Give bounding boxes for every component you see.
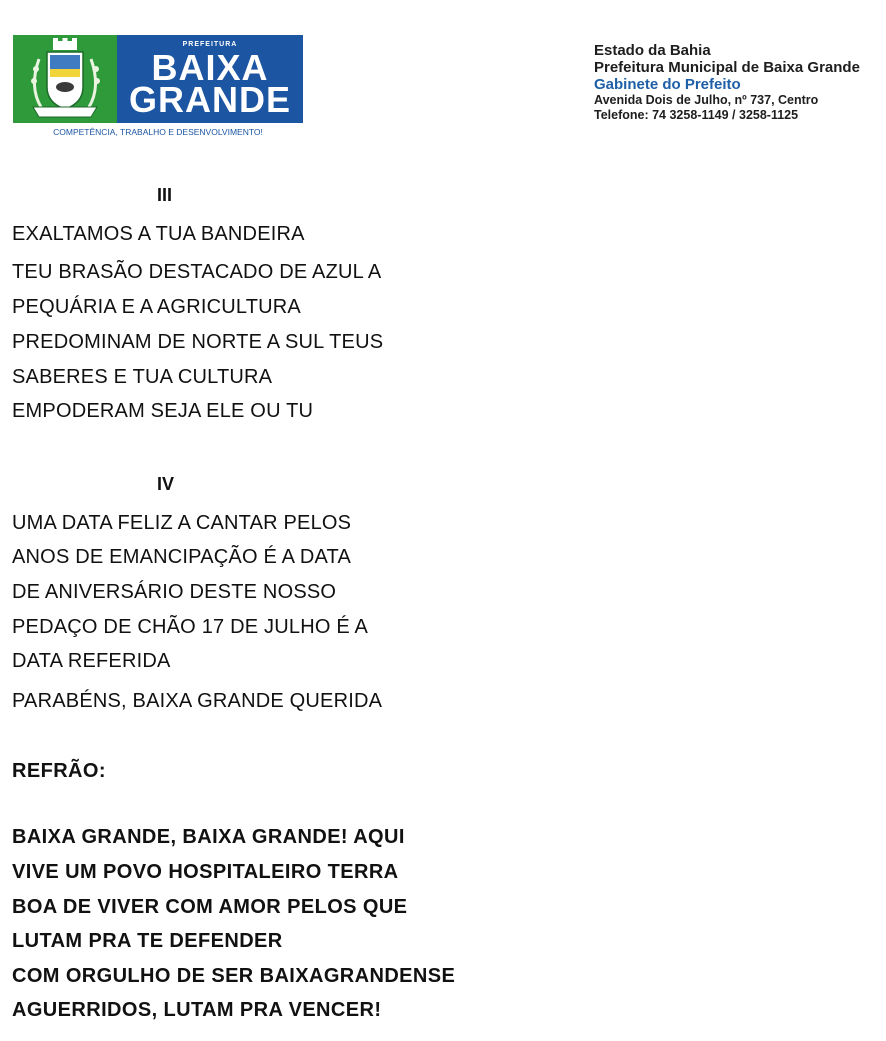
refrain-line: VIVE UM POVO HOSPITALEIRO TERRA xyxy=(12,861,399,883)
header-office: Gabinete do Prefeito xyxy=(594,76,741,93)
logo-prefeitura: PREFEITURA xyxy=(182,41,238,48)
verse-line: PARABÉNS, BAIXA GRANDE QUERIDA xyxy=(12,690,383,712)
verse-line: EMPODERAM SEJA ELE OU TU xyxy=(12,400,314,422)
refrain-line: AGUERRIDOS, LUTAM PRA VENCER! xyxy=(12,999,382,1021)
refrain-line: BAIXA GRANDE, BAIXA GRANDE! AQUI xyxy=(12,826,405,848)
verse-line: EXALTAMOS A TUA BANDEIRA xyxy=(12,223,305,245)
header-phone: Telefone: 74 3258-1149 / 3258-1125 xyxy=(594,108,799,122)
verse-line: DE ANIVERSÁRIO DESTE NOSSO xyxy=(12,581,337,603)
verse-line: SABERES E TUA CULTURA xyxy=(12,366,273,388)
refrain-line: LUTAM PRA TE DEFENDER xyxy=(12,930,283,952)
stanza-number: IV xyxy=(157,474,175,494)
refrain-title: REFRÃO: xyxy=(12,760,106,782)
header-municipality: Prefeitura Municipal de Baixa Grande xyxy=(594,59,860,76)
header-address: Avenida Dois de Julho, nº 737, Centro xyxy=(594,93,819,107)
verse-line: UMA DATA FELIZ A CANTAR PELOS xyxy=(12,512,352,534)
header-state: Estado da Bahia xyxy=(594,42,711,59)
refrain-line: COM ORGULHO DE SER BAIXAGRANDENSE xyxy=(12,965,456,987)
municipality-logo xyxy=(13,35,303,139)
logo-word-grande: GRANDE xyxy=(128,79,291,120)
verse-line: TEU BRASÃO DESTACADO DE AZUL A xyxy=(12,261,382,283)
refrain-line: BOA DE VIVER COM AMOR PELOS QUE xyxy=(12,896,408,918)
logo-slogan: COMPETÊNCIA, TRABALHO E DESENVOLVIMENTO! xyxy=(53,127,263,137)
verse-line: ANOS DE EMANCIPAÇÃO É A DATA xyxy=(12,546,352,568)
stanza-number: III xyxy=(157,185,173,205)
verse-line: PREDOMINAM DE NORTE A SUL TEUS xyxy=(12,331,384,353)
verse-line: PEDAÇO DE CHÃO 17 DE JULHO É A xyxy=(12,616,369,638)
verse-line: DATA REFERIDA xyxy=(12,650,171,672)
coat-of-arms-icon xyxy=(19,37,111,121)
letterhead xyxy=(594,42,860,123)
verse-line: PEQUÁRIA E A AGRICULTURA xyxy=(12,296,301,318)
logo-word-baixa: BAIXA xyxy=(151,47,269,88)
